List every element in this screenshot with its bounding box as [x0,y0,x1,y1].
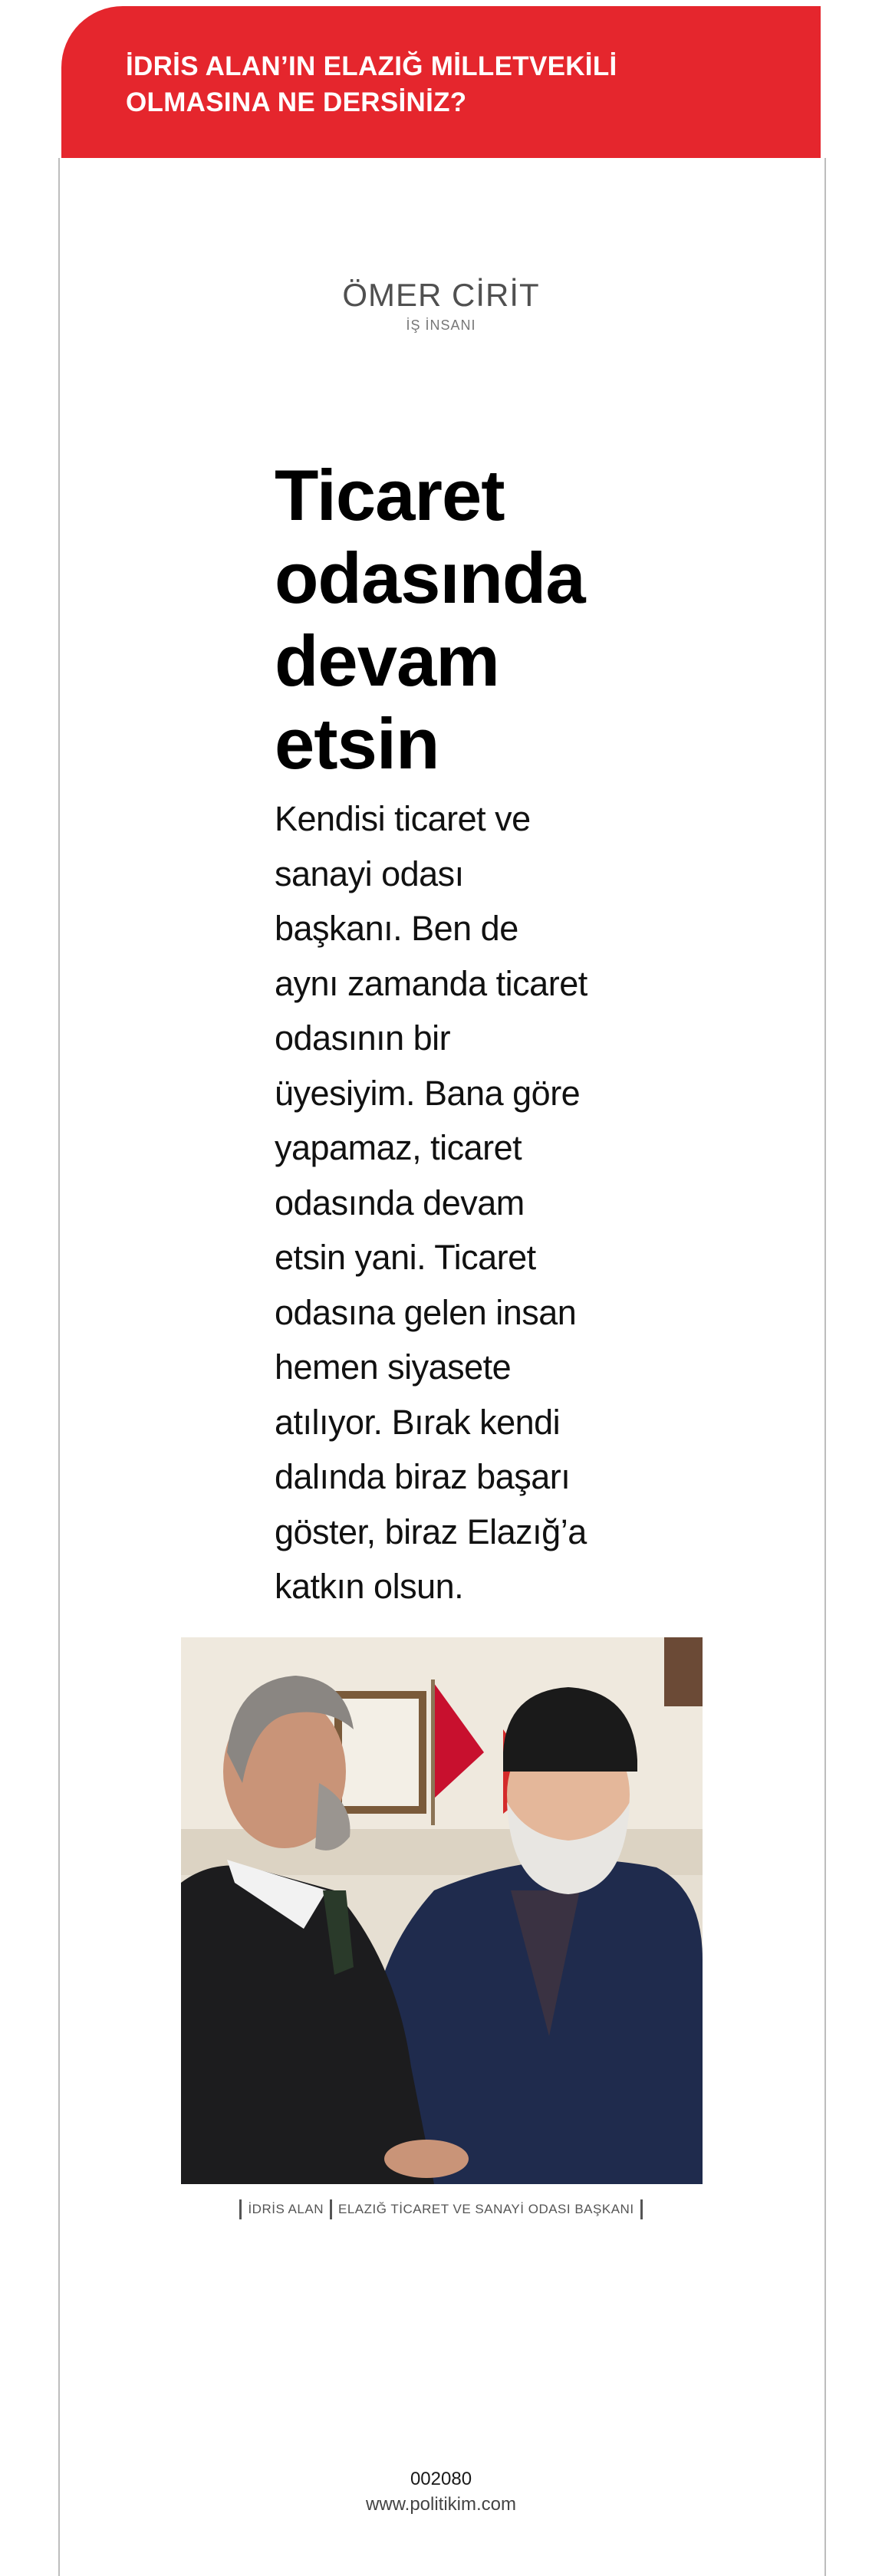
article-photo [181,1637,703,2184]
frame-right-border [824,158,826,2576]
frame-left-border [58,158,60,2576]
footer [288,2467,594,2518]
caption-role: ELAZIĞ TİCARET VE SANAYİ ODASI BAŞKANI [337,2202,634,2216]
caption-divider [239,2199,242,2219]
caption-divider [640,2199,643,2219]
author-title: İŞ İNSANI [406,317,476,333]
header-title: İDRİS ALAN’IN ELAZIĞ MİLLETVEKİLİ OLMASINA NE DERSİNİZ? [126,51,617,117]
header-banner [61,6,821,158]
caption-divider [330,2199,332,2219]
article-body: Kendisi ticaret ve sanayi odası başkanı. Ben de aynı zamanda ticaret odasının bir üyesiyim. Bana göre yapamaz, ticaret odasında devam etsin yani. Ticaret odasına gelen insan hemen siyasete atılıyor. Bırak kendi dalında biraz başarı göster, biraz Elazığ’a katkın olsun. [275,799,587,1606]
author-block [288,276,594,334]
author-name: ÖMER CİRİT [342,277,540,313]
photo-caption [153,2199,729,2219]
website-link[interactable]: www.politikim.com [365,2494,517,2515]
page-code: 002080 [410,2469,472,2489]
article-headline: Ticaret odasında devam etsin [275,455,585,784]
caption-name: İDRİS ALAN [248,2202,324,2216]
